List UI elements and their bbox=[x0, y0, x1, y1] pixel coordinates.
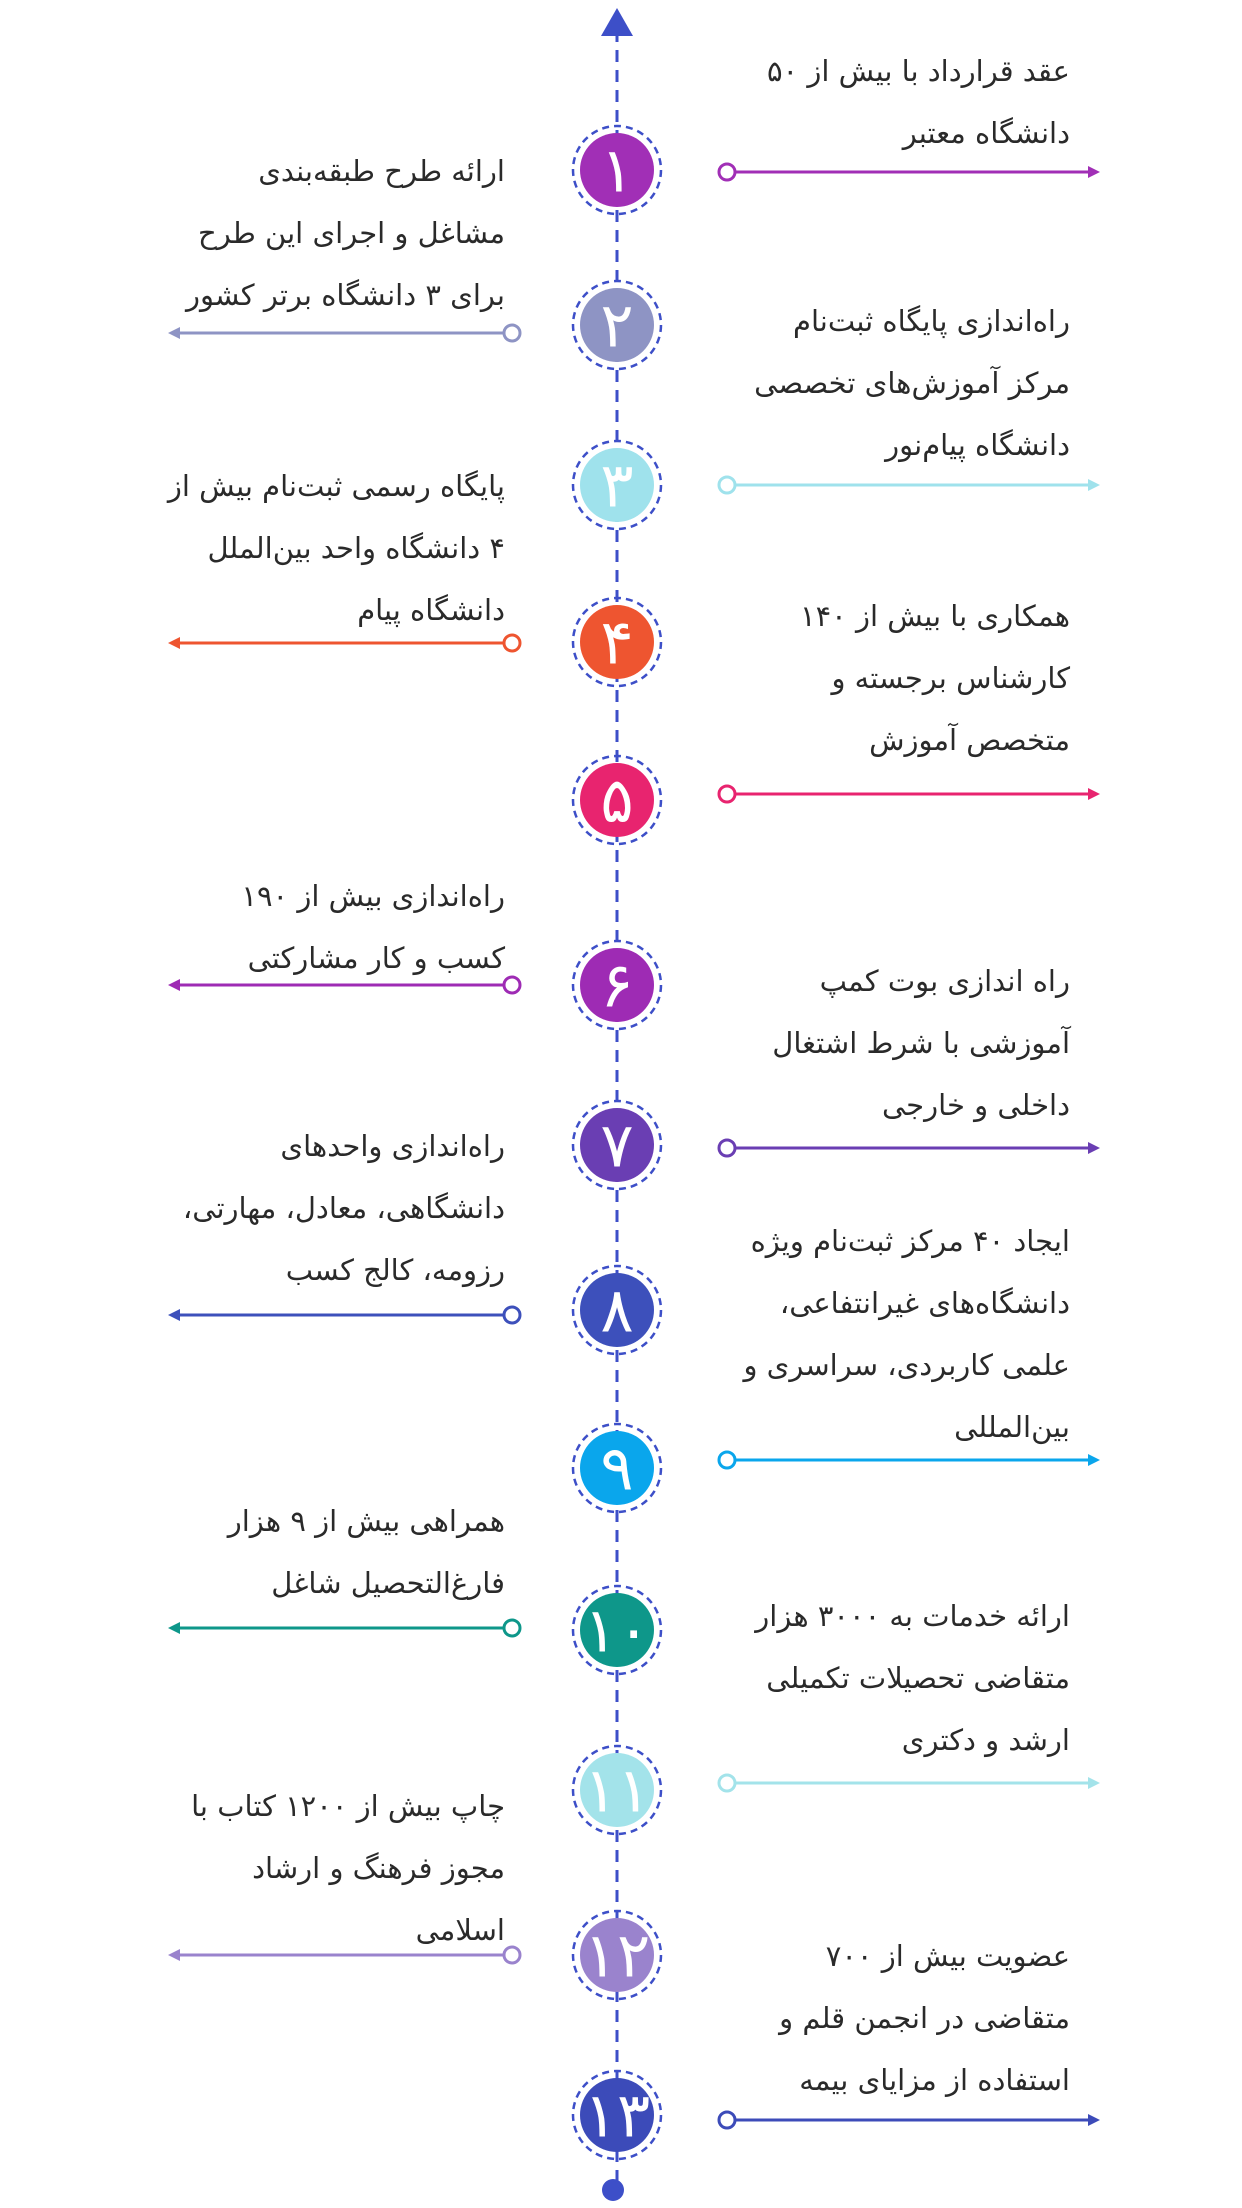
badge-number: ۳ bbox=[600, 448, 634, 522]
milestone-connector bbox=[719, 786, 1100, 802]
milestone-text: راه‌اندازی بیش از ۱۹۰ کسب و کار مشارکتی bbox=[241, 879, 505, 975]
milestone-connector bbox=[719, 1775, 1100, 1791]
badge-number: ۱۱ bbox=[583, 1753, 651, 1827]
connector-arrow-icon bbox=[1088, 1777, 1100, 1789]
badge-number: ۷ bbox=[600, 1108, 634, 1182]
connector-start-dot bbox=[504, 1620, 520, 1636]
timeline-top-arrow-icon bbox=[601, 8, 633, 36]
connector-start-dot bbox=[719, 1140, 735, 1156]
milestone-badge bbox=[573, 2071, 661, 2159]
milestone-text: چاپ بیش از ۱۲۰۰ کتاب با مجوز فرهنگ و ارشاد اسلامی bbox=[191, 1789, 505, 1947]
milestone-connector bbox=[719, 2112, 1100, 2128]
milestone-badge bbox=[573, 1101, 661, 1189]
milestone-badge bbox=[573, 441, 661, 529]
connector-arrow-icon bbox=[1088, 1454, 1100, 1466]
connector-start-dot bbox=[504, 635, 520, 651]
connector-start-dot bbox=[719, 164, 735, 180]
badge-number: ۱۳ bbox=[583, 2078, 651, 2152]
connector-arrow-icon bbox=[1088, 2114, 1100, 2126]
connector-start-dot bbox=[719, 786, 735, 802]
milestone-text: عضویت بیش از ۷۰۰ متقاضی در انجمن قلم و استفاده از مزایای بیمه bbox=[779, 1939, 1070, 2097]
connector-start-dot bbox=[719, 477, 735, 493]
badge-number: ۱۰ bbox=[583, 1593, 651, 1667]
connector-start-dot bbox=[719, 2112, 735, 2128]
milestone-text: راه‌اندازی واحدهای دانشگاهی، معادل، مهارتی، رزومه، کالج کسب bbox=[182, 1129, 505, 1287]
milestone-connector bbox=[168, 1307, 520, 1323]
milestone-badge bbox=[573, 1586, 661, 1674]
milestone-text: راه اندازی بوت کمپ آموزشی با شرط اشتغال داخلی و خارجی bbox=[772, 964, 1070, 1122]
milestone-badge bbox=[573, 126, 661, 214]
connector-arrow-icon bbox=[1088, 479, 1100, 491]
badge-number: ۹ bbox=[600, 1431, 634, 1505]
timeline-end-dot bbox=[602, 2179, 624, 2201]
milestone-badge bbox=[573, 598, 661, 686]
milestone-badge bbox=[573, 281, 661, 369]
milestone-text: پایگاه رسمی ثبت‌نام بیش از ۴ دانشگاه واحد بین‌الملل دانشگاه پیام bbox=[167, 469, 505, 627]
milestone-text: همراهی بیش از ۹ هزار فارغ‌التحصیل شاغل bbox=[227, 1504, 505, 1600]
milestone-connector bbox=[168, 325, 520, 341]
milestone-badge bbox=[573, 1746, 661, 1834]
badge-number: ۱ bbox=[600, 133, 634, 207]
connector-start-dot bbox=[504, 325, 520, 341]
milestone-text: همکاری با بیش از ۱۴۰ کارشناس برجسته و متخصص آموزش bbox=[800, 599, 1070, 757]
milestone-text: ارائه خدمات به ۳۰۰۰ هزار متقاضی تحصیلات تکمیلی ارشد و دکتری bbox=[755, 1599, 1070, 1757]
connector-arrow-icon bbox=[1088, 788, 1100, 800]
badge-number: ۵ bbox=[600, 763, 634, 837]
milestone-text: ایجاد ۴۰ مرکز ثبت‌نام ویژه دانشگاه‌های غیرانتفاعی، علمی کاربردی، سراسری و بین‌المللی bbox=[743, 1224, 1070, 1444]
connector-arrow-icon bbox=[1088, 1142, 1100, 1154]
milestone-badge bbox=[573, 941, 661, 1029]
connector-start-dot bbox=[504, 1947, 520, 1963]
badge-number: ۱۲ bbox=[583, 1918, 651, 1992]
milestone-badge bbox=[573, 1424, 661, 1512]
milestone-text: راه‌اندازی پایگاه ثبت‌نام مرکز آموزش‌های تخصصی دانشگاه پیام‌نور bbox=[754, 304, 1070, 462]
badge-number: ۲ bbox=[600, 288, 634, 362]
milestone-connector bbox=[719, 477, 1100, 493]
milestone-text: ارائه طرح طبقه‌بندی مشاغل و اجرای این طرح برای ۳ دانشگاه برتر کشور bbox=[185, 154, 505, 312]
milestone-text: عقد قرارداد با بیش از ۵۰ دانشگاه معتبر bbox=[766, 54, 1070, 150]
milestone-badge bbox=[573, 1266, 661, 1354]
milestone-connector bbox=[168, 1620, 520, 1636]
connector-start-dot bbox=[719, 1775, 735, 1791]
connector-arrow-icon bbox=[1088, 166, 1100, 178]
milestone-badge bbox=[573, 1911, 661, 1999]
milestone-connector bbox=[719, 1140, 1100, 1156]
connector-start-dot bbox=[504, 1307, 520, 1323]
connector-arrow-icon bbox=[168, 1622, 180, 1634]
milestone-badge bbox=[573, 756, 661, 844]
milestone-connector bbox=[719, 164, 1100, 180]
connector-start-dot bbox=[504, 977, 520, 993]
connector-arrow-icon bbox=[168, 1309, 180, 1321]
badge-number: ۸ bbox=[600, 1273, 634, 1347]
badge-number: ۶ bbox=[600, 948, 634, 1022]
badge-number: ۴ bbox=[600, 605, 634, 679]
connector-arrow-icon bbox=[168, 327, 180, 339]
